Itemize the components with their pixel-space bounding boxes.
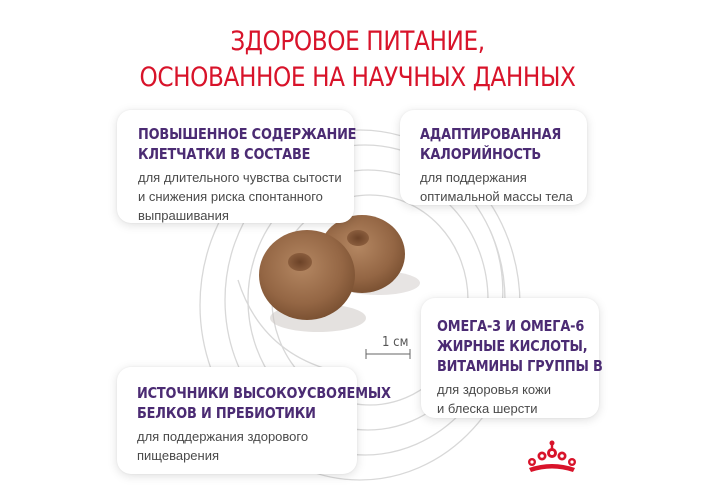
card-description-line: пищеварения: [137, 448, 220, 463]
title-line-1: ЗДОРОВОЕ ПИТАНИЕ,: [230, 26, 485, 57]
card-heading: [137, 383, 391, 423]
benefit-card-fiber: [117, 110, 357, 223]
scale-label: 1 см: [382, 335, 409, 350]
card-description-line: для здоровья кожи: [437, 382, 551, 397]
card-heading-line: ЖИРНЫЕ КИСЛОТЫ,: [437, 337, 588, 355]
card-description-line: выпрашивания: [138, 208, 229, 223]
card-heading: [420, 124, 561, 164]
benefit-card-omega: [421, 298, 603, 418]
page-title: [50, 24, 665, 96]
card-heading: [437, 316, 603, 376]
card-heading-line: ПОВЫШЕННОЕ СОДЕРЖАНИЕ: [138, 125, 357, 143]
card-description: [420, 168, 584, 206]
card-description-line: для поддержания здорового: [137, 429, 309, 444]
benefit-card-calories: [400, 110, 587, 205]
title-line-2: ОСНОВАННОЕ НА НАУЧНЫХ ДАННЫХ: [139, 62, 576, 93]
card-description: [137, 427, 432, 465]
benefit-card-protein: [117, 367, 391, 474]
card-heading-line: ВИТАМИНЫ ГРУППЫ В: [437, 357, 603, 375]
card-description: [138, 168, 392, 225]
card-heading-line: КЛЕТЧАТКИ В СОСТАВЕ: [138, 145, 311, 163]
kibble-front: [259, 230, 355, 320]
card-heading-line: БЕЛКОВ И ПРЕБИОТИКИ: [137, 404, 316, 422]
card-description: [437, 380, 630, 418]
card-heading: [138, 124, 356, 164]
card-description-line: и снижения риска спонтанного: [138, 189, 323, 204]
card-heading-line: ОМЕГА-3 И ОМЕГА-6: [437, 317, 585, 335]
card-heading-line: АДАПТИРОВАННАЯ: [420, 125, 562, 143]
card-description-line: оптимальной массы тела: [420, 189, 573, 204]
scale-bar: [366, 349, 410, 359]
card-description-line: для длительного чувства сытости: [138, 170, 342, 185]
card-description-line: для поддержания: [420, 170, 527, 185]
card-heading-line: ИСТОЧНИКИ ВЫСОКОУСВОЯЕМЫХ: [137, 384, 391, 402]
royal-canin-crown-logo: [523, 438, 581, 474]
card-description-line: и блеска шерсти: [437, 401, 538, 416]
card-heading-line: КАЛОРИЙНОСТЬ: [420, 145, 542, 163]
